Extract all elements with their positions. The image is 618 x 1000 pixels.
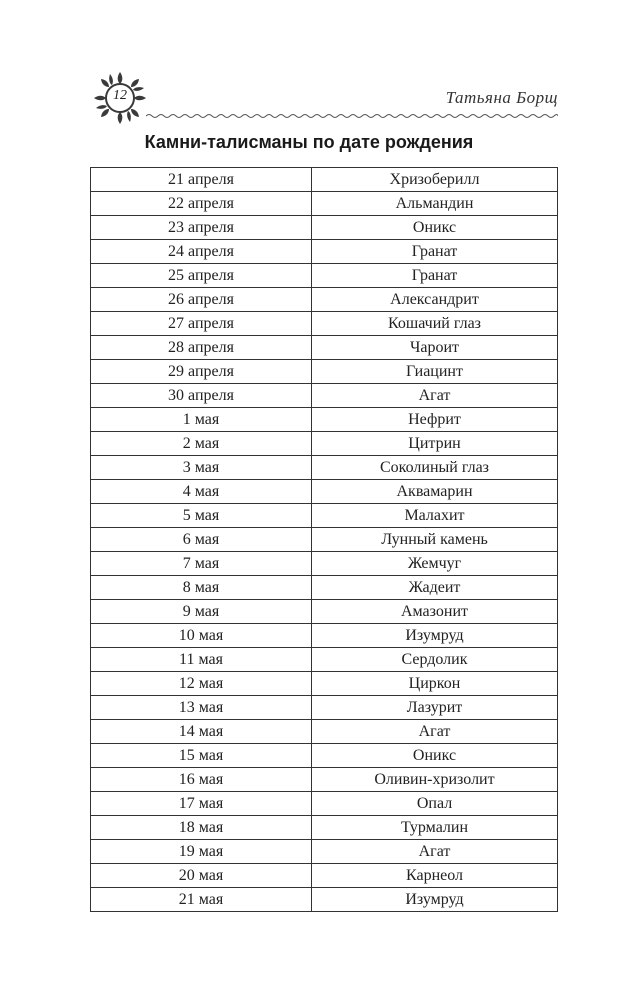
table-row (91, 624, 558, 648)
table-row (91, 552, 558, 576)
stone-cell: Соколиный глаз (312, 456, 558, 480)
date-cell: 14 мая (91, 720, 312, 744)
stone-cell: Кошачий глаз (312, 312, 558, 336)
stone-cell: Агат (312, 840, 558, 864)
date-cell: 1 мая (91, 408, 312, 432)
stone-cell: Лунный камень (312, 528, 558, 552)
date-cell: 9 мая (91, 600, 312, 624)
date-cell: 6 мая (91, 528, 312, 552)
date-cell: 3 мая (91, 456, 312, 480)
table-row (91, 744, 558, 768)
stone-cell: Гиацинт (312, 360, 558, 384)
table-row (91, 528, 558, 552)
table-row (91, 504, 558, 528)
table-row (91, 696, 558, 720)
table-row (91, 672, 558, 696)
table-row (91, 240, 558, 264)
date-cell: 25 апреля (91, 264, 312, 288)
date-cell: 19 мая (91, 840, 312, 864)
date-cell: 10 мая (91, 624, 312, 648)
table-row (91, 288, 558, 312)
stone-cell: Турмалин (312, 816, 558, 840)
table-row (91, 384, 558, 408)
table-row (91, 768, 558, 792)
table-row (91, 432, 558, 456)
table-row (91, 168, 558, 192)
date-cell: 28 апреля (91, 336, 312, 360)
stone-cell: Сердолик (312, 648, 558, 672)
date-cell: 8 мая (91, 576, 312, 600)
date-cell: 27 апреля (91, 312, 312, 336)
date-cell: 5 мая (91, 504, 312, 528)
date-cell: 4 мая (91, 480, 312, 504)
date-cell: 21 апреля (91, 168, 312, 192)
stone-cell: Гранат (312, 264, 558, 288)
author-name: Татьяна Борщ (445, 88, 558, 107)
page-header (90, 68, 558, 128)
table-row (91, 576, 558, 600)
stone-cell: Изумруд (312, 888, 558, 912)
stone-cell: Оникс (312, 744, 558, 768)
table-row (91, 408, 558, 432)
table-row (91, 216, 558, 240)
table-row (91, 792, 558, 816)
table-row (91, 360, 558, 384)
table-row (91, 192, 558, 216)
stone-cell: Опал (312, 792, 558, 816)
table-row (91, 864, 558, 888)
stone-cell: Нефрит (312, 408, 558, 432)
date-cell: 30 апреля (91, 384, 312, 408)
stone-cell: Карнеол (312, 864, 558, 888)
table-row (91, 264, 558, 288)
stone-cell: Амазонит (312, 600, 558, 624)
stone-cell: Оливин-хризолит (312, 768, 558, 792)
date-cell: 15 мая (91, 744, 312, 768)
stone-cell: Жемчуг (312, 552, 558, 576)
stone-cell: Агат (312, 384, 558, 408)
date-cell: 26 апреля (91, 288, 312, 312)
stone-cell: Циркон (312, 672, 558, 696)
stone-cell: Оникс (312, 216, 558, 240)
table-row (91, 648, 558, 672)
stone-cell: Жадеит (312, 576, 558, 600)
date-cell: 2 мая (91, 432, 312, 456)
table-row (91, 888, 558, 912)
date-cell: 11 мая (91, 648, 312, 672)
table-row (91, 720, 558, 744)
date-cell: 23 апреля (91, 216, 312, 240)
stone-cell: Хризоберилл (312, 168, 558, 192)
stone-cell: Гранат (312, 240, 558, 264)
stone-cell: Альмандин (312, 192, 558, 216)
stone-cell: Малахит (312, 504, 558, 528)
stone-cell: Аквамарин (312, 480, 558, 504)
stone-cell: Агат (312, 720, 558, 744)
table-row (91, 816, 558, 840)
date-cell: 20 мая (91, 864, 312, 888)
table-row (91, 600, 558, 624)
date-cell: 16 мая (91, 768, 312, 792)
birthstone-table (90, 167, 558, 912)
date-cell: 21 мая (91, 888, 312, 912)
stone-cell: Лазурит (312, 696, 558, 720)
date-cell: 24 апреля (91, 240, 312, 264)
date-cell: 29 апреля (91, 360, 312, 384)
stone-cell: Александрит (312, 288, 558, 312)
table-row (91, 840, 558, 864)
date-cell: 13 мая (91, 696, 312, 720)
table-row (91, 312, 558, 336)
table-row (91, 336, 558, 360)
table-row (91, 456, 558, 480)
stone-cell: Чароит (312, 336, 558, 360)
page-title: Камни-талисманы по дате рождения (144, 132, 474, 152)
date-cell: 18 мая (91, 816, 312, 840)
wavy-divider (146, 112, 558, 120)
date-cell: 17 мая (91, 792, 312, 816)
date-cell: 12 мая (91, 672, 312, 696)
date-cell: 22 апреля (91, 192, 312, 216)
date-cell: 7 мая (91, 552, 312, 576)
stone-cell: Цитрин (312, 432, 558, 456)
page-number: 12 (113, 88, 127, 103)
stone-cell: Изумруд (312, 624, 558, 648)
table-row (91, 480, 558, 504)
